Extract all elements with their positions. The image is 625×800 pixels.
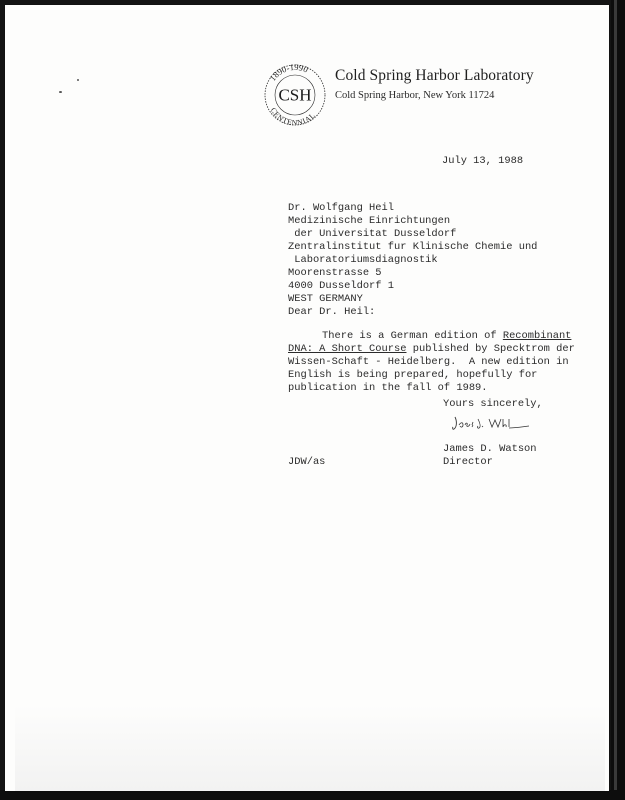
- recipient-address-block: [288, 202, 537, 306]
- organization-address: Cold Spring Harbor, New York 11724: [335, 90, 495, 101]
- book-title-part2: DNA: A Short Course: [288, 343, 407, 355]
- body-line: publication in the fall of 1989.: [288, 382, 488, 394]
- body-line: Wissen-Schaft - Heidelberg. A new edition in: [288, 356, 569, 368]
- letter-date: July 13, 1988: [442, 155, 524, 167]
- typist-initials: JDW/as: [288, 456, 326, 468]
- address-line: Dr. Wolfgang Heil: [288, 202, 395, 214]
- logo-monogram: CSH: [278, 85, 312, 105]
- logo-ring-centennial: CENTENNIAL: [268, 105, 317, 128]
- complimentary-closing: Yours sincerely,: [443, 398, 543, 410]
- address-line: Zentralinstitut fur Klinische Chemie und: [288, 241, 538, 253]
- logo-ring-years: 1890-1990: [267, 61, 310, 83]
- address-line: Laboratoriumsdiagnostik: [288, 254, 438, 266]
- scan-dust: [59, 91, 62, 93]
- address-line: Moorenstrasse 5: [288, 267, 382, 279]
- scan-frame-bottom: [0, 790, 625, 800]
- organization-name: Cold Spring Harbor Laboratory: [335, 67, 534, 84]
- signatory-name: James D. Watson: [443, 443, 537, 455]
- body-line: There is a German edition of Recombinant: [322, 330, 572, 342]
- address-line: WEST GERMANY: [288, 293, 363, 305]
- scan-dust: [77, 79, 79, 81]
- address-line: 4000 Dusseldorf 1: [288, 280, 395, 292]
- address-line: der Universitat Dusseldorf: [288, 228, 457, 240]
- book-title-part1: Recombinant: [502, 330, 572, 342]
- address-line: Medizinische Einrichtungen: [288, 215, 451, 227]
- letter-body: [288, 330, 575, 395]
- scan-edge-strip: [614, 0, 617, 800]
- salutation: Dear Dr. Heil:: [288, 306, 376, 318]
- body-line: English is being prepared, hopefully for: [288, 369, 538, 381]
- body-line: DNA: A Short Course published by Specktrom der: [288, 343, 575, 355]
- signatory-title: Director: [443, 456, 493, 468]
- letter-page: [5, 5, 609, 791]
- handwritten-signature-icon: [451, 413, 531, 435]
- csh-centennial-logo-icon: [260, 60, 330, 130]
